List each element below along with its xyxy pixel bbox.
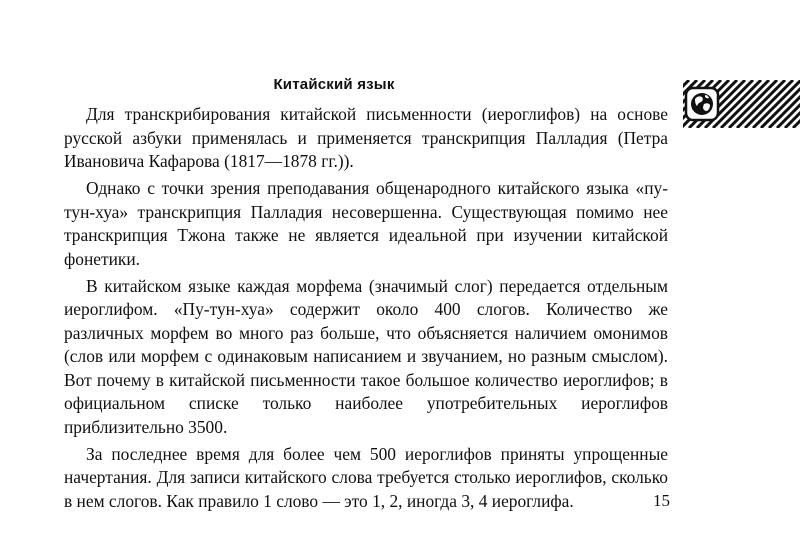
section-title: Китайский язык — [273, 76, 395, 93]
hatched-band — [683, 80, 800, 128]
page-number: 15 — [653, 491, 670, 510]
globe-icon — [686, 88, 718, 120]
paragraph-3: В китайском языке каждая морфема (значимый слог) передается отдельным иероглифом. «Пу-тун-хуа» содержит около 400 слогов. Количество же различных морфем во много раз больше, что объясняется наличием омонимов (слов или морфем с одинаковым написанием и звучанием, но разным смыслом). Вот почему в китайской письменности такое большое количество иероглифов; в официальном списке только наиболее употребительных иероглифов приблизительно 3500. — [64, 275, 668, 437]
body-text — [64, 103, 668, 517]
paragraph-2: Однако с точки зрения преподавания общенародного китайского языка «пу-тун-хуа» транскрипция Палладия несовершенна. Существующая помимо нее транскрипция Тжона также не является идеальной при изучении китайской фонетики. — [64, 178, 668, 269]
paragraph-4: За последнее время для более чем 500 иероглифов приняты упрощенные начертания. Для записи китайского слова требуется столько иероглифов, сколько в нем слогов. Как правило 1 слово — это 1, 2, иногда 3, 4 иероглифа. — [64, 443, 668, 511]
paragraph-1: Для транскрибирования китайской письменности (иероглифов) на основе русской азбуки применялась и применяется транскрипция Палладия (Петра Ивановича Кафарова (1817—1878 гг.)). — [64, 104, 668, 171]
